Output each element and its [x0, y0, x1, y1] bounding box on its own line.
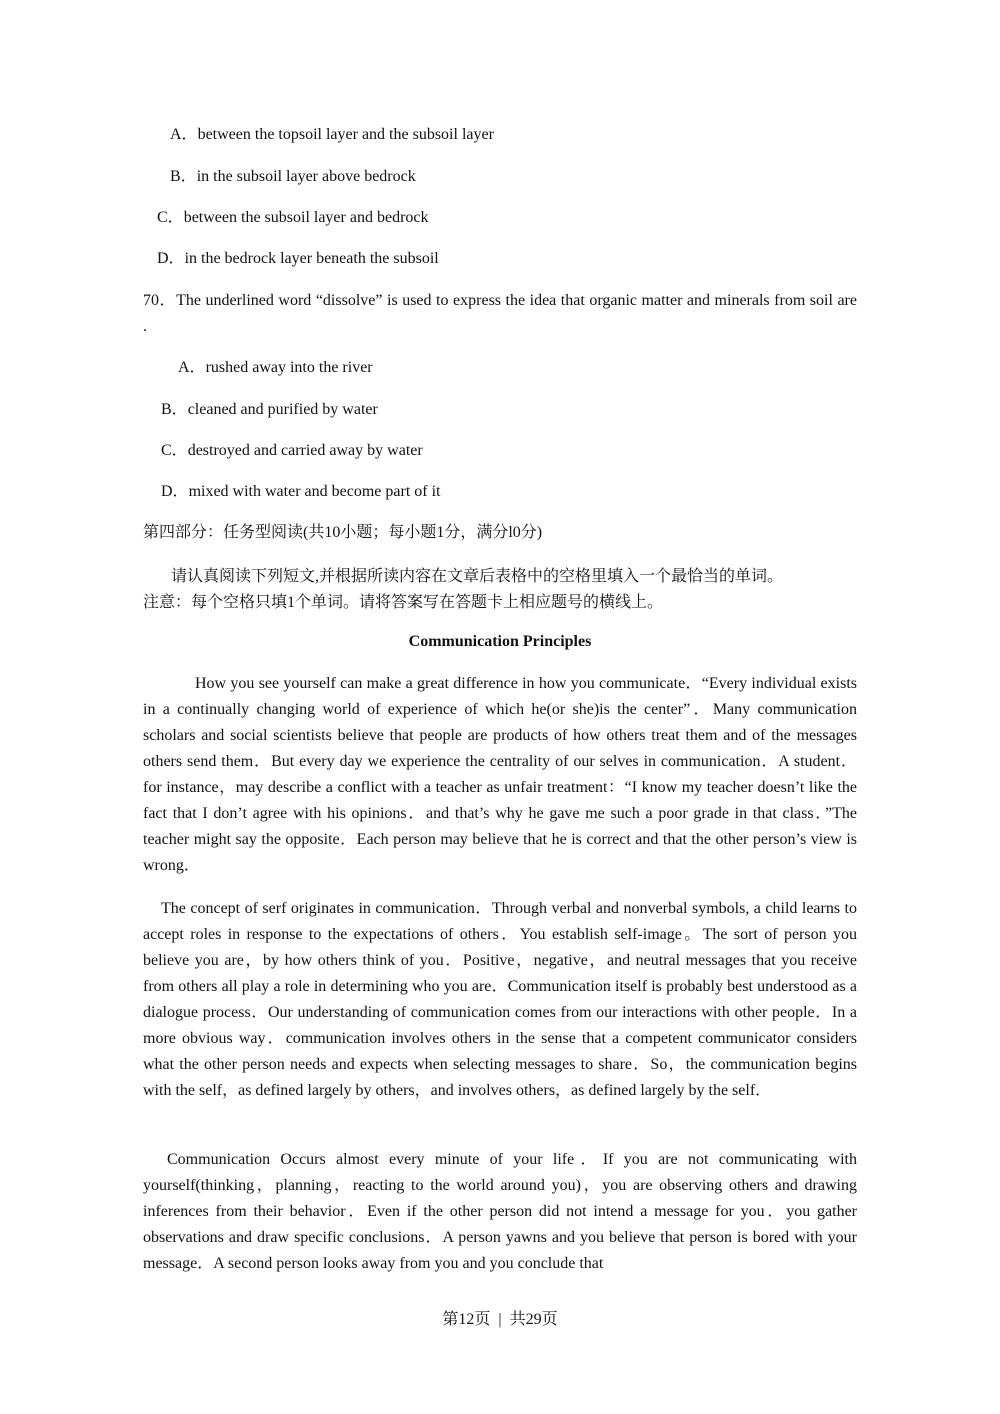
current-page: 第12页	[442, 1311, 491, 1328]
option-text: between the topsoil layer and the subsoil layer	[197, 126, 494, 143]
option-text: mixed with water and become part of it	[188, 483, 441, 500]
total-pages: 共29页	[509, 1311, 558, 1328]
instruction-line-1: 请认真阅读下列短文,并根据所读内容在文章后表格中的空格里填入一个最恰当的单词。	[171, 568, 784, 585]
option-text: in the bedrock layer beneath the subsoil	[184, 250, 439, 267]
passage-paragraph-1: How you see yourself can make a great difference in how you communicate．“Every individual exists in a continually changing world of experience of which he(or she)is the center”．Many communication scholars and social scientists believe that people are products of how others treat them and of the messages others send them．But every day we experience the centrality of our selves in communication．A student．for instance，may describe a conflict with a teacher as unfair treatment：“I know my teacher doesn’t like the fact that I don’t agree with his opinions．and that’s why he gave me such a poor grade in that class．”The teacher might say the opposite．Each person may believe that he is correct and that the other person’s view is wrong．	[143, 675, 858, 874]
question-number: 70．	[143, 292, 177, 309]
option-letter: C．	[157, 209, 184, 226]
option-69-a	[170, 125, 494, 145]
section-title: 第四部分：任务型阅读(共10小题；每小题1分，满分l0分)	[143, 524, 543, 541]
option-69-c	[157, 208, 429, 228]
page-footer	[0, 1310, 1000, 1330]
passage-paragraph-3: Communication Occurs almost every minute of your life．If you are not communicating with yourself(thinking，planning，reacting to the world around you)，you are observing others and drawing inferences from their behavior．Even if the other person did not intend a message for you．you gather observations and draw specific conclusions．A person yawns and you believe that person is bored with your message．A second person looks away from you and you conclude that	[143, 1151, 857, 1272]
page-separator: |	[498, 1311, 502, 1328]
option-letter: C．	[161, 442, 188, 459]
option-text: between the subsoil layer and bedrock	[183, 209, 429, 226]
passage-title: Communication Principles	[408, 633, 592, 650]
option-69-d	[157, 249, 439, 269]
option-letter: A．	[170, 126, 198, 143]
option-letter: B．	[161, 401, 188, 418]
option-69-b	[170, 167, 416, 187]
option-letter: D．	[161, 483, 189, 500]
question-70	[143, 288, 893, 340]
option-text: in the subsoil layer above bedrock	[196, 168, 416, 185]
passage-paragraph-2: The concept of serf originates in communication．Through verbal and nonverbal symbols, a child learns to accept roles in response to the expectations of others．You establish self-image。The sort of person you believe you are，by how others think of you．Positive，negative，and neutral messages that you receive from others all play a role in determining who you are．Communication itself is probably best understood as a dialogue process．Our understanding of communication comes from our interactions with other people．In a more obvious way．communication involves others in the sense that a competent communicator considers what the other person needs and expects when selecting messages to share．So，the communication begins with the self，as defined largely by others，and involves others，as defined largely by the self．	[143, 900, 857, 1099]
option-text: rushed away into the river	[205, 359, 373, 376]
option-letter: D．	[157, 250, 185, 267]
option-text: cleaned and purified by water	[187, 401, 378, 418]
option-70-b	[161, 400, 378, 420]
option-letter: A．	[178, 359, 206, 376]
option-70-c	[161, 441, 423, 461]
section-instructions	[143, 564, 857, 616]
option-text: destroyed and carried away by water	[187, 442, 423, 459]
option-letter: B．	[170, 168, 197, 185]
instruction-line-2: 注意：每个空格只填1个单词。请将答案写在答题卡上相应题号的横线上。	[143, 594, 664, 611]
option-70-d	[161, 482, 440, 502]
option-70-a	[178, 358, 373, 378]
question-stem: The underlined word “dissolve” is used to express the idea that organic matter and minerals from soil are .	[143, 292, 893, 335]
